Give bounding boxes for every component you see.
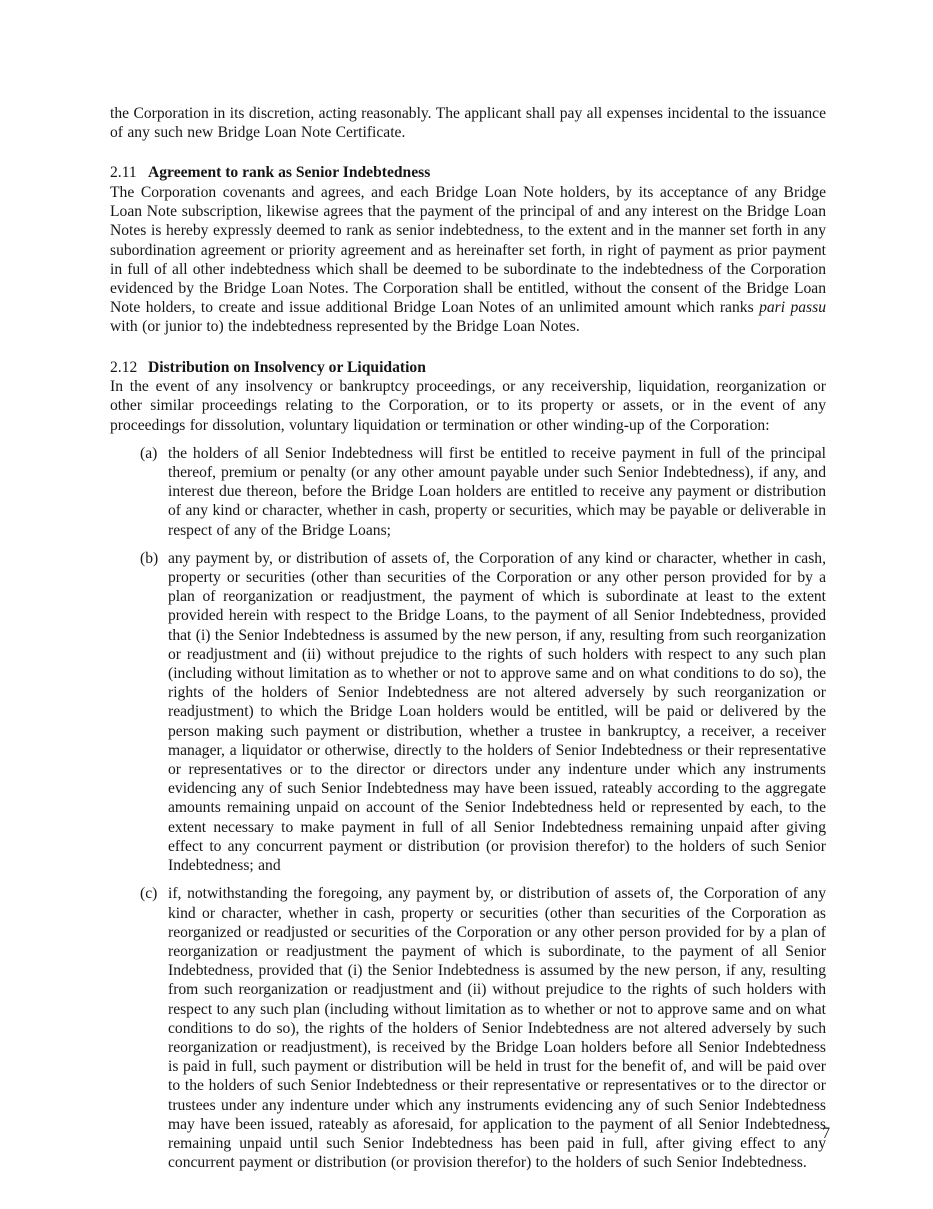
section-2-11-italic-phrase: pari passu xyxy=(759,299,826,317)
section-2-12-body: In the event of any insolvency or bankruptcy proceedings, or any receivership, liquidation, reorganization or other similar proceedings relating to the Corporation, or to its property or assets, or in the event of any proceedings for dissolution, voluntary liquidation or termination or other winding-up of the Corporation: xyxy=(110,378,826,434)
section-2-11-number: 2.11 xyxy=(110,164,137,182)
page-number: 7 xyxy=(822,1125,830,1142)
section-2-12-number: 2.12 xyxy=(110,358,138,376)
list-item-b-label: (b) xyxy=(140,549,159,567)
section-2-11-body xyxy=(110,183,826,337)
intro-paragraph: the Corporation in its discretion, acting reasonably. The applicant shall pay all expenses incidental to the issuance of any such new Bridge Loan Note Certificate. xyxy=(110,105,827,142)
list-item-a xyxy=(110,444,826,540)
list-item-c-text: if, notwithstanding the foregoing, any payment by, or distribution of assets of, the Corporation of any kind or character, whether in cash, property or securities (other than securities of the Corporation as reorganized or readjusted or securities of the Corporation or any other person provided for by a plan of reorganization or readjustment the payment of which is subordinate, to the payment of all Senior Indebtedness, provided that (i) the Senior Indebtedness is assumed by the new person, if any, resulting from such reorganization or readjustment and (ii) without prejudice to the rights of such holders with respect to any such plan (including without limitation as to whether or not to approve same and on what conditions to do so), the rights of the holders of Senior Indebtedness are not altered adversely by such reorganization or readjustment), is received by the Bridge Loan holders before all Senior Indebtedness is paid in full, such payment or distribution will be held in trust for the benefit of, and will be paid over to the holders of such Senior Indebtedness or their representative or representatives or to the director or trustees under any indenture under which any instruments evidencing any of such Senior Indebtedness may have been issued, rateably as aforesaid, for application to the payment of all Senior Indebtedness remaining unpaid until such Senior Indebtedness has been paid in full, after giving effect to any concurrent payment or distribution (or provision therefor) to the holders of such Senior Indebtedness. xyxy=(168,885,826,1172)
section-2-12-list xyxy=(110,444,826,1173)
section-2-12-title: Distribution on Insolvency or Liquidation xyxy=(148,358,426,376)
list-item-c xyxy=(110,884,826,1172)
page-content xyxy=(110,104,826,1172)
list-item-a-text: the holders of all Senior Indebtedness will first be entitled to receive payment in full of the principal thereof, premium or penalty (or any other amount payable under such Senior Indebtedness), if any, and interest due thereon, before the Bridge Loan holders are entitled to receive any payment or distribution of any kind or character, whether in cash, property or securities, which may be payable or deliverable in respect of any of the Bridge Loans; xyxy=(168,444,826,539)
section-2-12-heading xyxy=(110,358,826,378)
list-item-b xyxy=(110,549,826,875)
section-2-11-heading xyxy=(110,163,826,183)
list-item-b-text: any payment by, or distribution of assets of, the Corporation of any kind or character, whether in cash, property or securities (other than securities of the Corporation or any other person provided for by a plan of reorganization or readjustment, the payment of which is subordinate at least to the extent provided herein with respect to the Bridge Loans, to the payment of all Senior Indebtedness, provided that (i) the Senior Indebtedness is assumed by the new person, if any, resulting from such reorganization or readjustment and (ii) without prejudice to the rights of such holders with respect to any such plan (including without limitation as to whether or not to approve same and on what conditions to do so), the rights of the holders of Senior Indebtedness are not altered adversely by such reorganization or readjustment) to which the Bridge Loan holders would be entitled, will be paid or delivered by the person making such payment or distribution, whether a trustee in bankruptcy, a receiver, a receiver manager, a liquidator or otherwise, directly to the holders of Senior Indebtedness or their representative or representatives or to the director or directors under any indenture under which any instruments evidencing any of such Senior Indebtedness may have been issued, rateably according to the aggregate amounts remaining unpaid on account of the Senior Indebtedness held or represented by each, to the extent necessary to make payment in full of all Senior Indebtedness remaining unpaid after giving effect to any concurrent payment or distribution (or provision therefor) to the holders of such Senior Indebtedness; and xyxy=(168,549,827,875)
list-item-a-label: (a) xyxy=(140,444,158,462)
list-item-c-label: (c) xyxy=(140,885,158,903)
section-2-11-body-text: The Corporation covenants and agrees, and each Bridge Loan Note holders, by its acceptance of any Bridge Loan Note subscription, likewise agrees that the payment of the principal of and any interest on the Bridge Loan Notes is hereby expressly deemed to rank as senior indebtedness, to the extent and in the manner set forth in any subordination agreement or priority agreement and as hereinafter set forth, in right of payment as prior payment in full of all other indebtedness which shall be deemed to be subordinate to the indebtedness of the Corporation evidenced by the Bridge Loan Notes. The Corporation shall be entitled, without the consent of the Bridge Loan Note holders, to create and issue additional Bridge Loan Notes of an unlimited amount which ranks xyxy=(110,184,826,317)
section-2-11-body-text-after: with (or junior to) the indebtedness represented by the Bridge Loan Notes. xyxy=(110,318,580,336)
section-2-11-title: Agreement to rank as Senior Indebtedness xyxy=(148,164,431,182)
section-2-12 xyxy=(110,358,826,1173)
section-2-11 xyxy=(110,163,826,336)
